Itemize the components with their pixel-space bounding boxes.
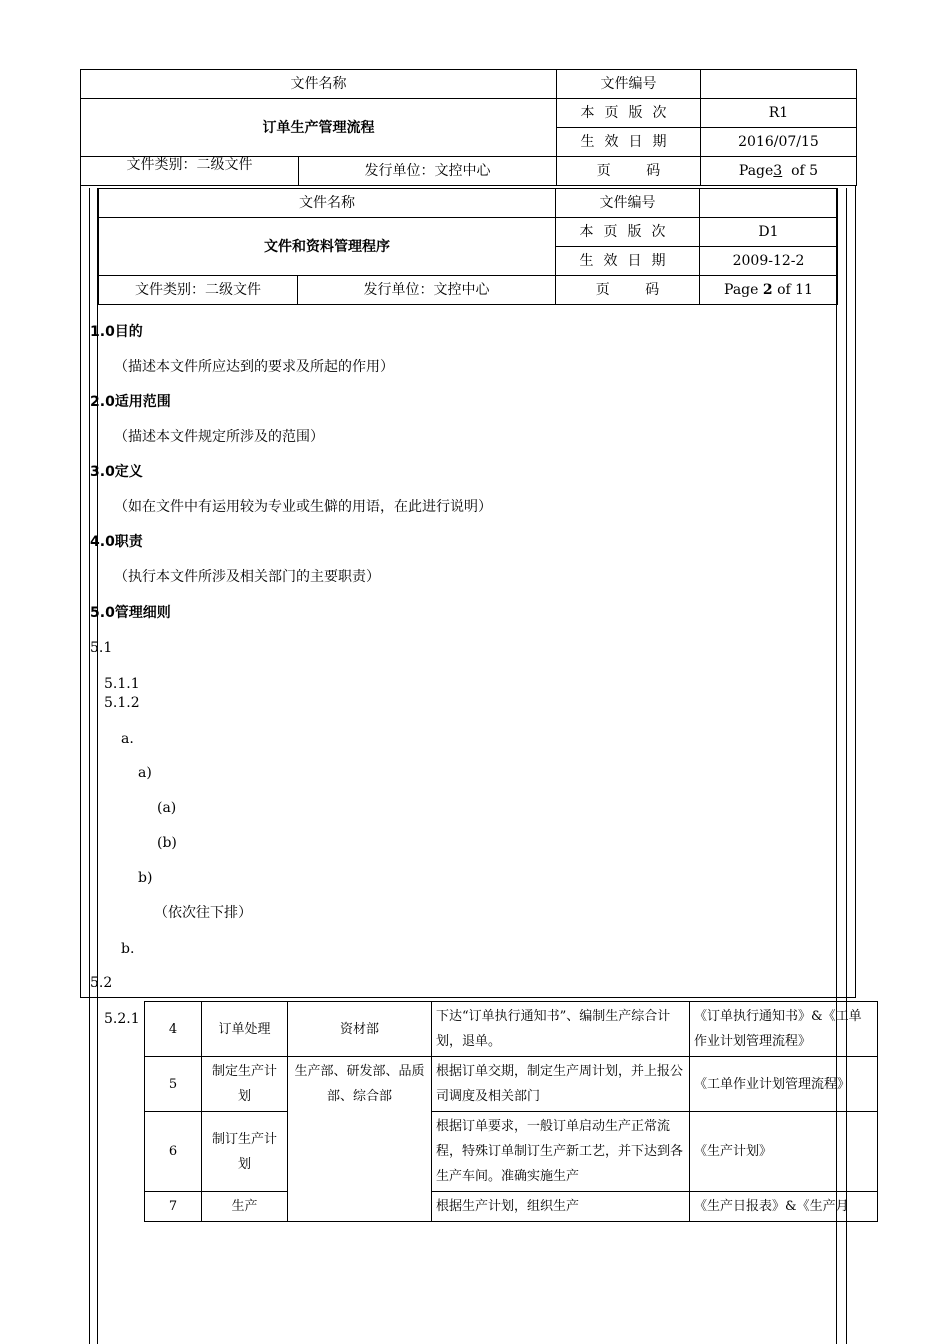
inner-issuer: 发行单位：文控中心: [298, 276, 556, 305]
flow-row-3-desc: 根据订单要求，一般订单启动生产正常流程，特殊订单制订生产新工艺，并下达到各生产车间。准确实施生产: [432, 1112, 690, 1192]
inner-date-value: 2009-12-2: [700, 247, 838, 276]
section-3-desc: （如在文件中有运用较为专业或生僻的用语，在此进行说明）: [114, 499, 492, 515]
outer-header-table: [80, 69, 857, 186]
section-4-heading: [90, 534, 143, 550]
inner-page-suffix: of 11: [777, 282, 813, 298]
outline-5-2-minor: .2: [98, 975, 113, 991]
frame-line-left-a: [89, 188, 90, 1344]
inner-page-num: 2: [762, 282, 773, 298]
flow-row-4-doc: 《生产日报表》&《生产月: [690, 1192, 878, 1222]
inner-doc-title: 文件和资料管理程序: [99, 218, 556, 276]
flow-row-2-doc: 《工单作业计划管理流程》: [690, 1057, 878, 1112]
outline-5-2: [90, 975, 112, 991]
outline-5-1-major: 5: [90, 640, 99, 656]
flow-row-1-desc: 下达“订单执行通知书”、编制生产综合计划，退单。: [432, 1002, 690, 1057]
flow-row-2-no: 5: [145, 1057, 202, 1112]
section-3-number: 3: [90, 464, 100, 480]
section-2-title: .0适用范围: [99, 394, 171, 410]
outline-5-2-major: 5: [90, 975, 99, 991]
table-row: [145, 1112, 878, 1192]
table-row: [145, 1002, 878, 1057]
flow-row-1-doc: 《订单执行通知书》&《工单作业计划管理流程》: [690, 1002, 878, 1057]
outer-category: 文件类别：二级文件: [81, 157, 299, 186]
outline-a-paren: a): [138, 765, 152, 781]
outline-a-dot: a.: [121, 731, 134, 747]
inner-page-prefix: Page: [724, 282, 759, 298]
outer-page-num: 3: [773, 163, 783, 179]
outer-file-name-label: 文件名称: [81, 70, 557, 99]
section-5-heading: [90, 605, 171, 621]
outer-file-number-label: 文件编号: [557, 70, 701, 99]
flow-row-2-desc: 根据订单交期，制定生产周计划，并上报公司调度及相关部门: [432, 1057, 690, 1112]
inner-version-value: D1: [700, 218, 838, 247]
flow-row-2-step: 制定生产计划: [202, 1057, 288, 1112]
outline-5-1: [90, 640, 112, 656]
flow-row-3-step: 制订生产计划: [202, 1112, 288, 1192]
table-row: [145, 1192, 878, 1222]
table-row: [145, 1057, 878, 1112]
flow-row-4-step: 生产: [202, 1192, 288, 1222]
outline-5-2-1: 5.2.1: [104, 1011, 140, 1027]
outer-page-label: 页 码: [557, 157, 701, 186]
section-3-title: .0定义: [99, 464, 143, 480]
outline-next-note: （依次往下排）: [154, 905, 252, 921]
outline-5-1-minor: .1: [98, 640, 113, 656]
section-1-heading: [90, 324, 143, 340]
outer-page-suffix: of 5: [791, 163, 819, 179]
section-1-number: 1: [90, 324, 100, 340]
inner-page-value: [700, 276, 838, 305]
flow-row-1-dept: 资材部: [288, 1002, 432, 1057]
outer-version-label: 本页版次: [557, 99, 701, 128]
outline-b-paren: b): [138, 870, 153, 886]
outline-a-par: (a): [157, 800, 177, 816]
section-2-heading: [90, 394, 171, 410]
outer-bottom-border: [80, 997, 856, 998]
inner-category: 文件类别：二级文件: [99, 276, 298, 305]
inner-file-number-value: [700, 189, 838, 218]
inner-version-label: 本页版次: [556, 218, 700, 247]
section-1-title: .0目的: [99, 324, 143, 340]
outer-date-value: 2016/07/15: [701, 128, 857, 157]
flow-row-4-desc: 根据生产计划，组织生产: [432, 1192, 690, 1222]
outer-date-label: 生效日期: [557, 128, 701, 157]
section-5-number: 5: [90, 605, 100, 621]
outer-left-border: [80, 185, 81, 998]
section-3-heading: [90, 464, 143, 480]
flow-row-1-no: 4: [145, 1002, 202, 1057]
inner-file-number-label: 文件编号: [556, 189, 700, 218]
outline-b-dot: b.: [121, 941, 135, 957]
outline-5-1-2: 5.1.2: [104, 695, 140, 711]
outline-b-par: (b): [157, 835, 177, 851]
flow-row-3-no: 6: [145, 1112, 202, 1192]
flow-row-2-dept: 生产部、研发部、品质部、综合部: [288, 1057, 432, 1222]
outer-version-value: R1: [701, 99, 857, 128]
outer-issuer: 发行单位：文控中心: [299, 157, 557, 186]
section-4-desc: （执行本文件所涉及相关部门的主要职责）: [114, 569, 380, 585]
section-2-desc: （描述本文件规定所涉及的范围）: [114, 429, 324, 445]
outer-file-number-value: [701, 70, 857, 99]
inner-header-table: [98, 188, 838, 305]
inner-file-name-label: 文件名称: [99, 189, 556, 218]
outer-doc-title: 订单生产管理流程: [81, 99, 557, 157]
section-1-desc: （描述本文件所应达到的要求及所起的作用）: [114, 359, 394, 375]
flow-row-3-doc: 《生产计划》: [690, 1112, 878, 1192]
inner-page-label: 页 码: [556, 276, 700, 305]
flow-row-1-step: 订单处理: [202, 1002, 288, 1057]
flow-row-4-no: 7: [145, 1192, 202, 1222]
flow-table: [144, 1001, 878, 1222]
section-5-title: .0管理细则: [99, 605, 171, 621]
outer-page-prefix: Page: [738, 163, 774, 179]
inner-date-label: 生效日期: [556, 247, 700, 276]
outline-5-1-1: 5.1.1: [104, 676, 140, 692]
section-2-number: 2: [90, 394, 100, 410]
outer-right-border: [855, 185, 856, 998]
frame-line-left-b: [97, 188, 98, 1344]
outer-page-value: [701, 157, 857, 186]
section-4-title: .0职责: [99, 534, 143, 550]
section-4-number: 4: [90, 534, 100, 550]
